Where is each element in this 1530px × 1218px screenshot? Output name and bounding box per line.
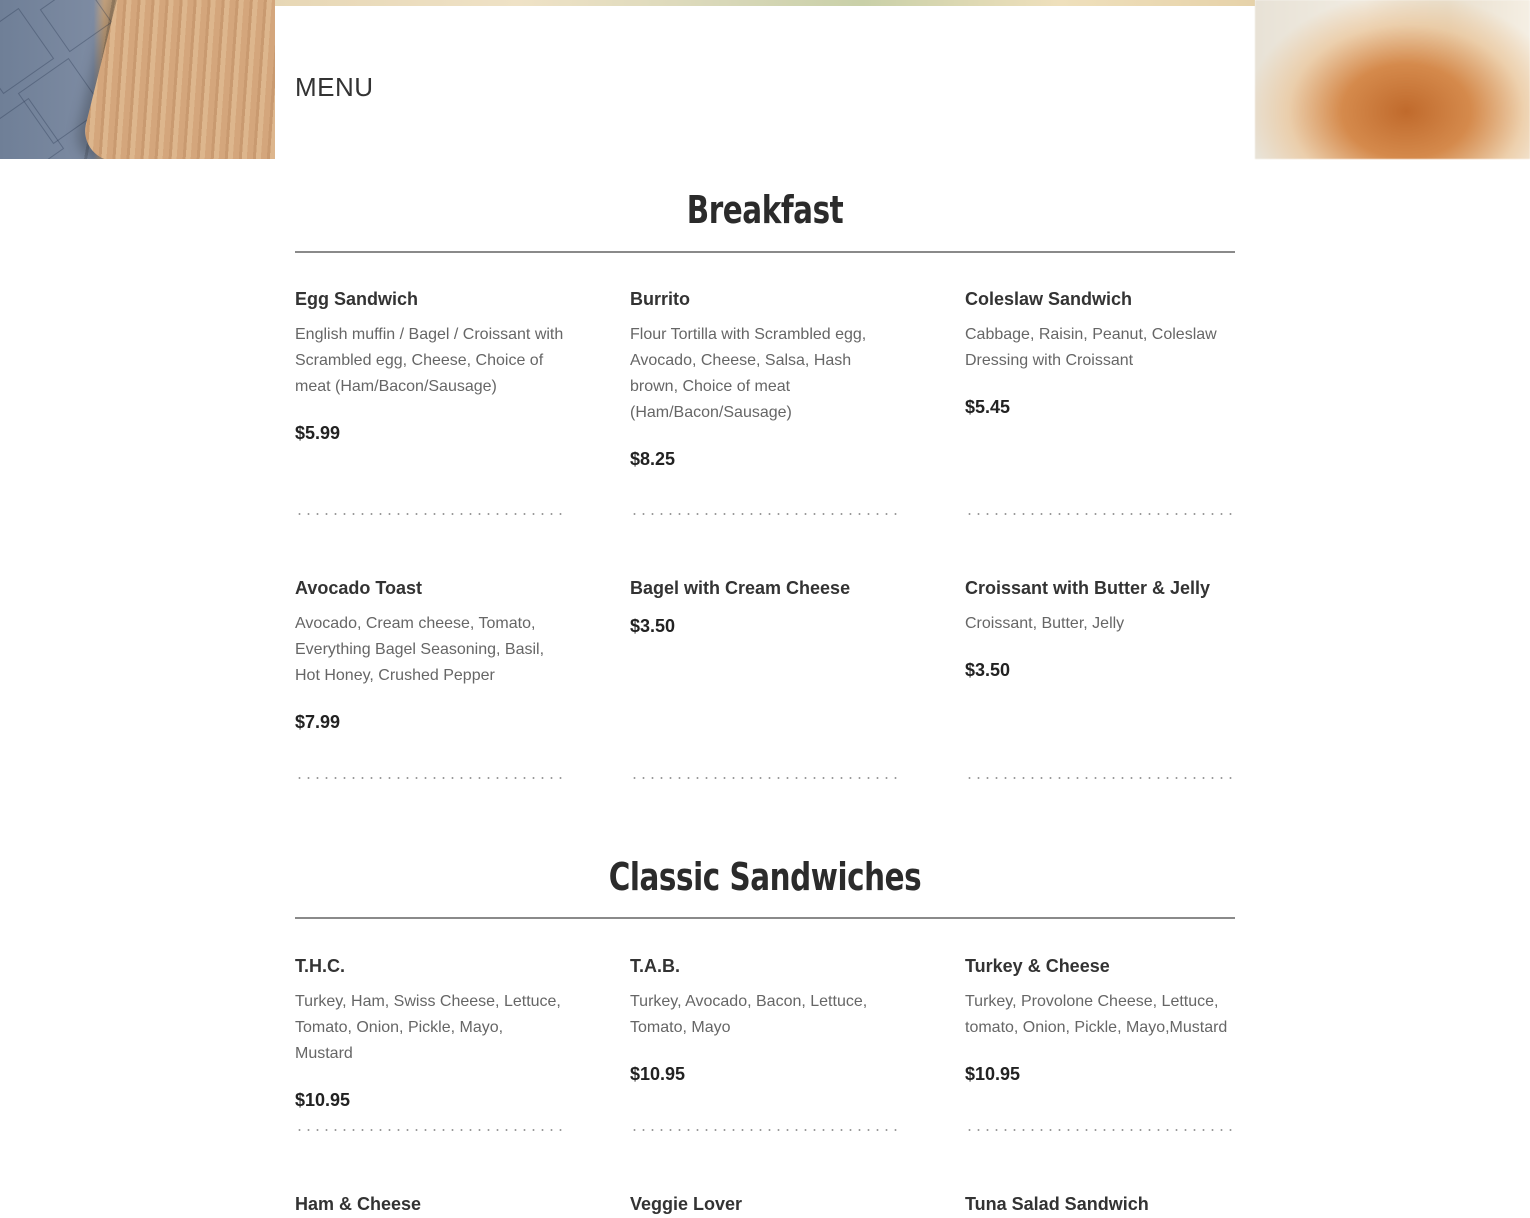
dotted-separator <box>630 512 900 516</box>
section-divider <box>295 251 1235 253</box>
dotted-separator <box>965 776 1235 780</box>
item-description: Croissant, Butter, Jelly <box>965 615 1125 632</box>
menu-item <box>630 288 900 470</box>
menu-item <box>630 577 900 637</box>
item-name: Egg Sandwich <box>295 289 419 309</box>
item-price: $5.45 <box>965 397 1011 417</box>
item-description: English muffin / Bagel / Croissant with Scrambled egg, Cheese, Choice of meat (Ham/Bacon/Sausage) <box>295 326 564 395</box>
banner-photo-right <box>1255 0 1530 159</box>
item-price: $10.95 <box>965 1064 1021 1084</box>
item-description: Turkey, Provolone Cheese, Lettuce, tomato, Onion, Pickle, Mayo,Mustard <box>965 993 1228 1036</box>
item-description: Avocado, Cream cheese, Tomato, Everything Bagel Seasoning, Basil, Hot Honey, Crushed Pepper <box>295 615 545 684</box>
item-name: Croissant with Butter & Jelly <box>965 578 1211 598</box>
menu-item <box>295 1193 565 1215</box>
item-name: Veggie Lover <box>630 1194 743 1214</box>
item-name: Ham & Cheese <box>295 1194 422 1214</box>
item-name: Burrito <box>630 289 690 309</box>
menu-item <box>965 577 1235 681</box>
item-price: $10.95 <box>295 1090 351 1110</box>
item-price: $10.95 <box>630 1064 686 1084</box>
item-description: Turkey, Ham, Swiss Cheese, Lettuce, Tomato, Onion, Pickle, Mayo, Mustard <box>295 993 561 1062</box>
item-name: Bagel with Cream Cheese <box>630 578 851 598</box>
menu-item <box>965 955 1235 1085</box>
item-name: Avocado Toast <box>295 578 423 598</box>
dotted-separator <box>965 512 1235 516</box>
item-price: $5.99 <box>295 423 341 443</box>
item-price: $3.50 <box>630 616 676 636</box>
item-name: Tuna Salad Sandwich <box>965 1194 1149 1214</box>
section-divider <box>295 917 1235 919</box>
dotted-separator <box>295 1128 565 1132</box>
dotted-separator <box>295 776 565 780</box>
item-name: Turkey & Cheese <box>965 956 1110 976</box>
banner-photo-left <box>0 0 275 159</box>
header-banner <box>0 0 1530 159</box>
menu-item <box>630 955 900 1085</box>
menu-item <box>965 1193 1235 1215</box>
item-price: $8.25 <box>630 449 676 469</box>
header-panel <box>275 6 1255 159</box>
item-description: Turkey, Avocado, Bacon, Lettuce, Tomato, Mayo <box>630 993 868 1036</box>
dotted-separator <box>630 776 900 780</box>
item-description: Cabbage, Raisin, Peanut, Coleslaw Dressing with Croissant <box>965 326 1217 369</box>
item-name: T.A.B. <box>630 956 681 976</box>
menu-item <box>965 288 1235 418</box>
item-name: Coleslaw Sandwich <box>965 289 1133 309</box>
item-description: Flour Tortilla with Scrambled egg, Avocado, Cheese, Salsa, Hash brown, Choice of meat (Ham/Bacon/Sausage) <box>630 326 867 421</box>
page-title: MENU <box>295 72 374 102</box>
menu-item <box>295 288 565 444</box>
section-title: Breakfast <box>686 188 844 232</box>
item-price: $7.99 <box>295 712 341 732</box>
dotted-separator <box>965 1128 1235 1132</box>
item-name: T.H.C. <box>295 956 346 976</box>
item-price: $3.50 <box>965 660 1011 680</box>
menu-item <box>630 1193 900 1215</box>
dotted-separator <box>630 1128 900 1132</box>
section-title: Classic Sandwiches <box>608 855 922 899</box>
menu-item <box>295 577 565 733</box>
dotted-separator <box>295 512 565 516</box>
menu-item <box>295 955 565 1111</box>
